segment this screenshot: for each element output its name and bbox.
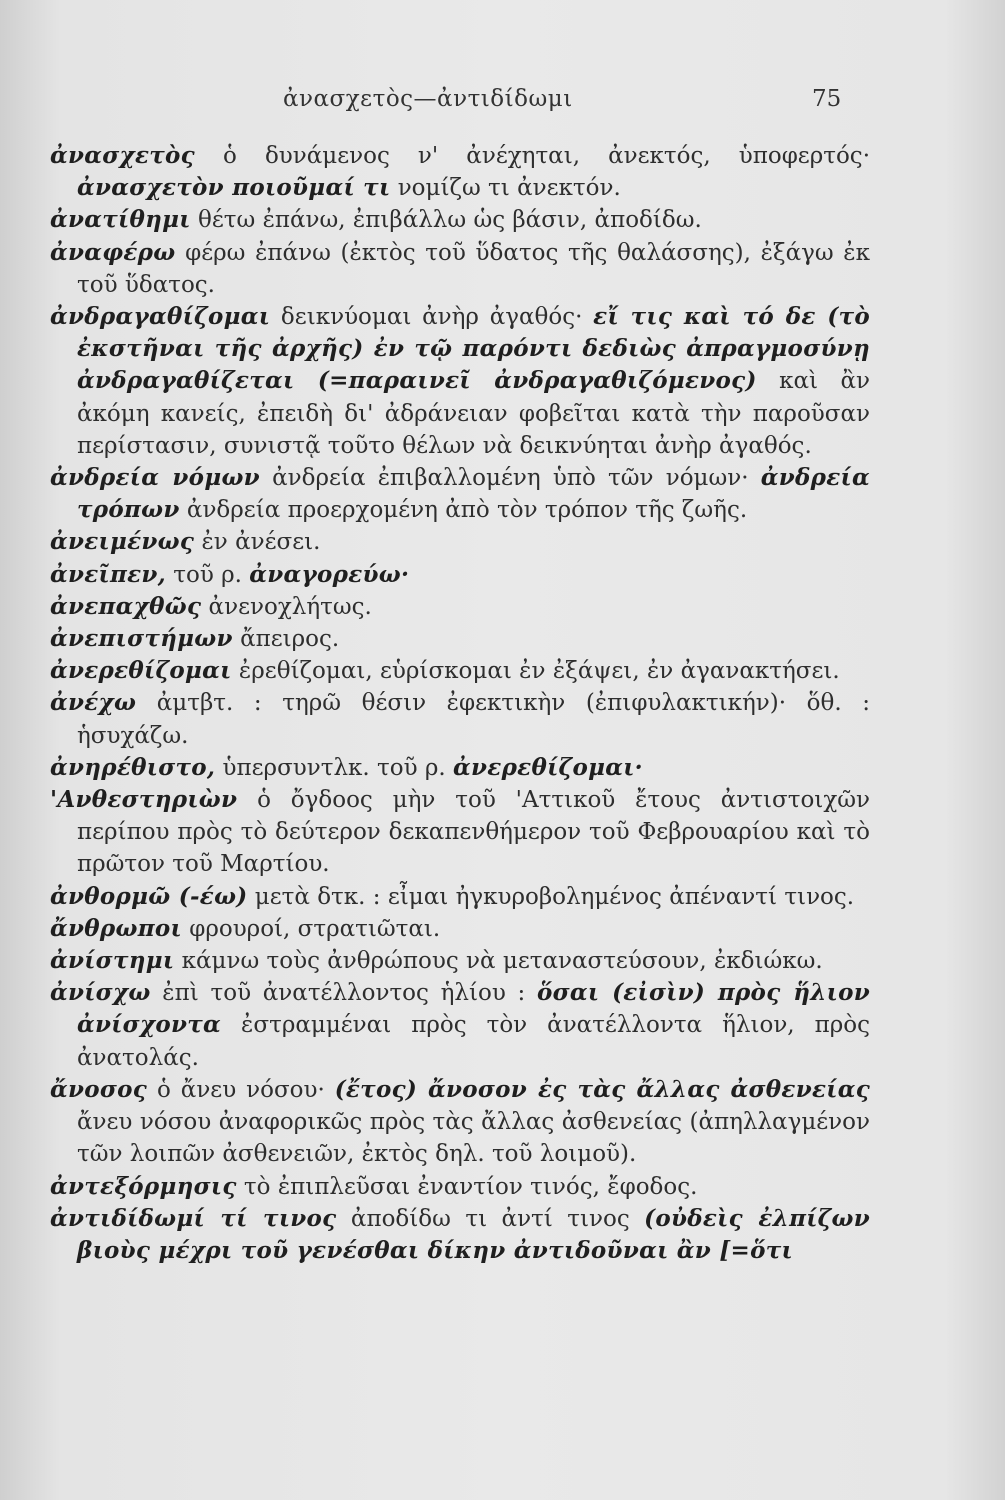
definition: ἀνδρεία ἐπιβαλλομένη ὑπὸ τῶν νόμων·	[259, 465, 761, 492]
quotation: εἴ τις καὶ τό δε (τὸ ἐκστῆναι τῆς ἀρχῆς) ἐν τῷ παρόντι δεδιὼς ἀπραγμοσύνῃ ἀνδραγαθίζεται (=παραινεῖ ἀνδραγαθιζόμενος)	[77, 303, 870, 395]
definition: δεικνύομαι ἀνὴρ ἀγαθός·	[270, 304, 594, 331]
definition: ἀμτβτ. : τηρῶ θέσιν ἐφεκτικὴν (ἐπιφυλακτικήν)· ὅθ. : ἡσυχάζω.	[77, 690, 870, 749]
headword: ἄνοσος	[50, 1075, 148, 1103]
entry-anthesterion	[50, 784, 870, 881]
entry-andragathizomai	[50, 301, 870, 462]
sub-headword: ἀνασχετὸν ποιοῦμαί τι	[77, 174, 391, 202]
sub-definition: ἀνδρεία προερχομένη ἀπὸ τὸν τρόπον τῆς ζωῆς.	[179, 497, 748, 524]
running-head: ἀνασχετὸς—ἀντιδίδωμι	[283, 86, 573, 112]
entry-anerethizomai	[50, 655, 870, 687]
headword: ἀνασχετὸς	[50, 142, 195, 169]
definition: ἀνενοχλήτως.	[201, 593, 372, 620]
headword: ἀνατίθημι	[50, 206, 191, 234]
definition: ὑπερσυντλκ. τοῦ ρ.	[215, 754, 454, 781]
headword: ἀντεξόρμησις	[50, 1172, 237, 1200]
sub-definition: νομίζω τι ἀνεκτόν.	[390, 175, 621, 202]
headword: ἀνθορμῶ (-έω)	[50, 882, 248, 910]
definition: φρουροί, στρατιῶται.	[181, 915, 441, 942]
headword: ἀναφέρω	[50, 238, 176, 266]
headword: ἀνέχω	[50, 689, 137, 717]
entry-aneipen	[50, 559, 870, 591]
definition: τοῦ ρ.	[165, 561, 250, 588]
page-header	[0, 86, 1005, 120]
entry-andreia-nomon	[50, 462, 870, 526]
headword: 'Ανθεστηριὼν	[50, 786, 238, 814]
headword: ἀνδρεία νόμων	[50, 464, 260, 492]
entry-anthropoi	[50, 913, 870, 945]
definition: ὁ ὄγδοος μὴν τοῦ 'Αττικοῦ ἔτους ἀντιστοιχῶν περίπου πρὸς τὸ δεύτερον δεκαπενθήμερον τοῦ Φεβρουαρίου καὶ τὸ πρῶτον τοῦ Μαρτίου.	[77, 787, 870, 878]
entry-anischo	[50, 977, 870, 1074]
entry-anasxetos	[50, 140, 870, 204]
definition: ὁ ἄνευ νόσου·	[147, 1076, 335, 1103]
definition: θέτω ἐπάνω, ἐπιβάλλω ὡς βάσιν, ἀποδίδω.	[190, 207, 702, 234]
sub-headword: ὅσαι (εἰσὶν) πρὸς ἥλιον ἀνίσχοντα	[77, 979, 870, 1039]
definition: κάμνω τοὺς ἀνθρώπους νὰ μεταναστεύσουν, ἐκδιώκω.	[174, 948, 823, 975]
headword: ἀνεπιστήμων	[50, 625, 233, 653]
entry-antididomi	[50, 1203, 870, 1267]
sub-headword: (ἔτος) ἄνοσον ἐς τὰς ἄλλας ἀσθενείας	[334, 1075, 870, 1103]
definition: τὸ ἐπιπλεῦσαι ἐναντίον τινός, ἔφοδος.	[236, 1173, 698, 1200]
headword: ἀνηρέθιστο,	[50, 753, 216, 781]
dictionary-entries	[50, 140, 870, 1267]
definition: ὁ δυνάμενος ν' ἀνέχηται, ἀνεκτός, ὑποφερτός·	[194, 143, 870, 169]
entry-anepachthos	[50, 591, 870, 623]
headword: ἀνδραγαθίζομαι	[50, 303, 271, 331]
headword: ἀνεῖπεν,	[50, 560, 166, 588]
headword: ἀνίσχω	[50, 979, 151, 1007]
sub-headword: ἀνδρεία τρόπων	[77, 464, 870, 524]
headword: ἀνειμένως	[50, 528, 195, 556]
entry-anerethisto	[50, 752, 870, 784]
definition: ἐν ἀνέσει.	[194, 529, 321, 556]
definition: ἄπειρος.	[232, 626, 340, 653]
entry-anaphero	[50, 237, 870, 301]
definition: μετὰ δτκ. : εἶμαι ἠγκυροβολημένος ἀπέναντί τινος.	[247, 883, 855, 910]
entry-aneimenos	[50, 526, 870, 558]
sub-headword: ἀναγορεύω·	[249, 560, 410, 588]
sub-definition: ἐστραμμέναι πρὸς τὸν ἀνατέλλοντα ἥλιον, πρὸς ἀνατολάς.	[77, 1012, 870, 1071]
entry-antexormesis	[50, 1171, 870, 1203]
entry-anthormo	[50, 881, 870, 913]
definition: ἐρεθίζομαι, εὑρίσκομαι ἐν ἐξάψει, ἐν ἀγανακτήσει.	[231, 658, 840, 685]
entry-anepistemon	[50, 623, 870, 655]
sub-headword: ἀνερεθίζομαι·	[453, 753, 643, 781]
entry-anecho	[50, 687, 870, 751]
sub-definition: ἄνευ νόσου ἀναφορικῶς πρὸς τὰς ἄλλας ἀσθενείας (ἀπηλλαγμένον τῶν λοιπῶν ἀσθενειῶν, ἐκτὸς δηλ. τοῦ λοιμοῦ).	[77, 1109, 870, 1168]
entry-anistemi	[50, 945, 870, 977]
headword: ἀνεπαχθῶς	[50, 592, 202, 620]
headword: ἀνίστημι	[50, 947, 175, 975]
definition: ἐπὶ τοῦ ἀνατέλλοντος ἡλίου :	[150, 980, 538, 1007]
headword: ἀντιδίδωμί τί τινος	[50, 1204, 337, 1232]
definition: ἀποδίδω τι ἀντί τινος	[336, 1205, 645, 1232]
headword: ἄνθρωποι	[50, 914, 182, 942]
entry-anatithemi	[50, 204, 870, 236]
page-number: 75	[812, 86, 842, 112]
entry-anosos	[50, 1074, 870, 1171]
quotation-translation: καὶ ἂν ἀκόμη κανείς, ἐπειδὴ δι' ἀδράνειαν φοβεῖται κατὰ τὴν παροῦσαν περίστασιν, συνιστᾷ τοῦτο θέλων νὰ δεικνύηται ἀνὴρ ἀγαθός.	[77, 368, 870, 459]
sub-headword: (οὐδεὶς ἐλπίζων βιοὺς μέχρι τοῦ γενέσθαι δίκην ἀντιδοῦναι ἂν [=ὅτι	[77, 1204, 871, 1264]
headword: ἀνερεθίζομαι	[50, 657, 232, 685]
definition: φέρω ἐπάνω (ἐκτὸς τοῦ ὕδατος τῆς θαλάσσης), ἐξάγω ἐκ τοῦ ὕδατος.	[77, 239, 870, 298]
